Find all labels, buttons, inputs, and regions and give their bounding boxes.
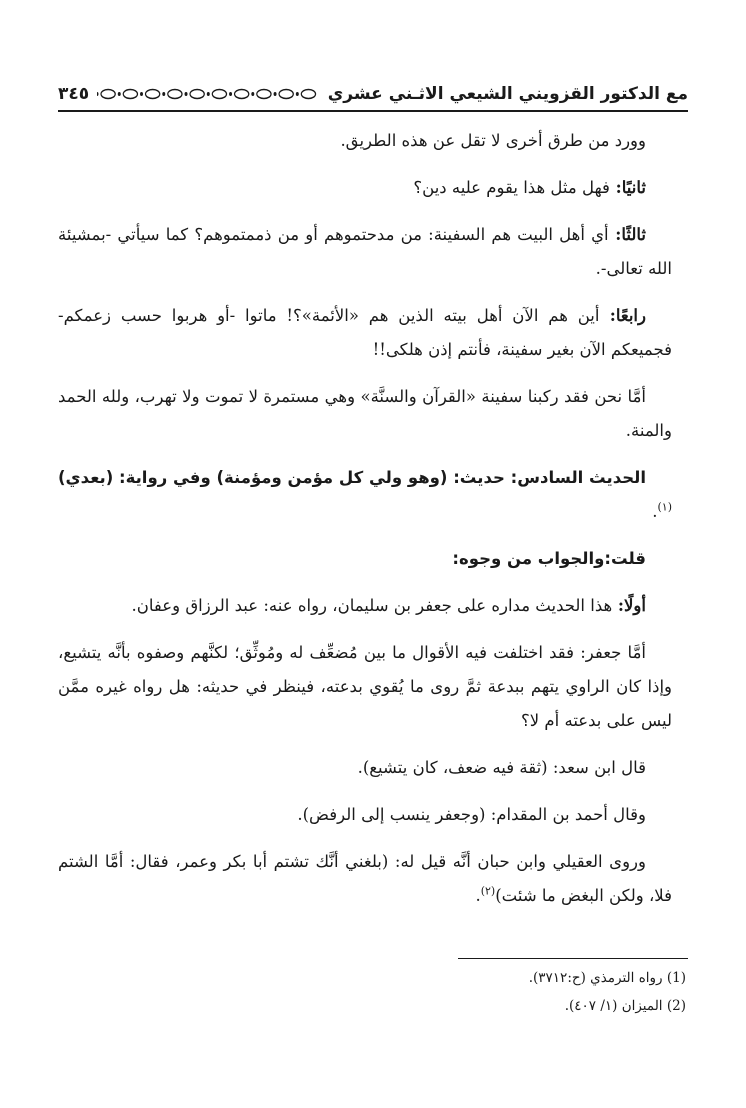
paragraph: وقال أحمد بن المقدام: (وجعفر ينسب إلى الرفض). [297,805,646,824]
paragraph: وروى العقيلي وابن حبان أنَّه قيل له: (بلغني أنَّك تشتم أبا بكر وعمر، فقال: أمَّا الشتم فلا، ولكن البغض ما شئت)$^{(٢)}$. [58,852,672,905]
footnote: (2) الميزان (١/ ٤٠٧). [564,998,686,1014]
body-text [58,124,672,926]
header-title: مع الدكتور القزويني الشيعي الاثـني عشري [327,84,688,104]
paragraph: أمَّا نحن فقد ركبنا سفينة «القرآن والسنَّة» وهي مستمرة لا تموت ولا تهرب، ولله الحمد والمنة. [58,387,672,440]
paragraph: وورد من طرق أخرى لا تقل عن هذه الطريق. [340,131,646,150]
paragraph: ثالثًا: أي أهل البيت هم السفينة: من مدحتموهم أو من ذممتموهم؟ كما سيأتي -بمشيئة الله تعالى-. [58,225,672,278]
paragraph-label: ثالثًا: [608,225,646,244]
paragraph-label: ثانيًا: [609,178,646,197]
footnotes [60,964,686,1020]
section-heading: الحديث السادس: حديث: (وهو ولي كل مؤمن ومؤمنة) وفي رواية: (بعدي)$^{(١)}$. [58,468,672,521]
footnote: (1) رواه الترمذي (ح:٣٧١٢). [528,970,686,986]
paragraph-label: رابعًا: [599,306,646,325]
paragraph: رابعًا: أين هم الآن أهل بيته الذين هم «الأئمة»؟! ماتوا -أو هربوا حسب زعمكم- فجميعكم الآن بغير سفينة، فأنتم إذن هلكى!! [58,306,672,359]
paragraph: أولًا: هذا الحديث مداره على جعفر بن سليمان، رواه عنه: عبد الرزاق وعفان. [131,596,646,615]
ornament-divider-icon [97,87,320,101]
paragraph: أمَّا جعفر: فقد اختلفت فيه الأقوال ما بين مُضعِّف له ومُوثِّق؛ لكنَّهم وصفوه بأنَّه يتشيع، وإذا كان الراوي يتهم ببدعة ثمَّ روى ما يُقوي بدعته، فينظر في حديثه: هل رواه غيره ممَّن ليس على بدعته أم لا؟ [58,643,672,730]
section-heading: قلت:والجواب من وجوه: [452,549,646,568]
footnote-ref[interactable]: (٢) [480,884,496,898]
paragraph-label: أولًا: [612,596,646,615]
footnote-separator [458,958,688,959]
footnote-ref[interactable]: (١) [657,500,672,514]
running-header [58,78,688,112]
page-number: ٣٤٥ [58,84,90,104]
paragraph: ثانيًا: فهل مثل هذا يقوم عليه دين؟ [413,178,646,197]
paragraph: قال ابن سعد: (ثقة فيه ضعف، كان يتشيع). [357,758,646,777]
